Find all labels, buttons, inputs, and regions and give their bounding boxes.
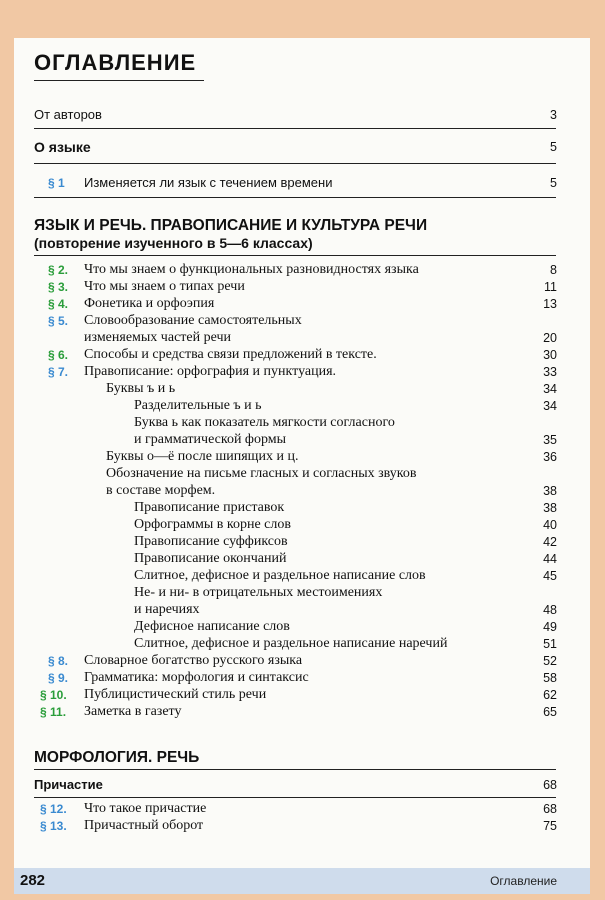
toc-row[interactable] — [0, 568, 605, 586]
toc-row[interactable] — [0, 551, 605, 569]
toc-label: Буквы ъ и ь — [106, 381, 176, 396]
toc-label: Слитное, дефисное и раздельное написание слов — [134, 568, 426, 583]
toc-row[interactable] — [0, 585, 605, 603]
toc-page: 38 — [543, 484, 557, 498]
toc-label: Причастный оборот — [84, 818, 204, 833]
toc-page: 38 — [543, 501, 557, 515]
toc-label: От авторов — [34, 107, 102, 122]
paragraph-number: § 8. — [48, 654, 69, 668]
toc-label: Правописание суффиксов — [134, 534, 288, 549]
toc-label: в составе морфем. — [106, 483, 216, 498]
divider — [34, 769, 556, 770]
toc-row-intro[interactable] — [0, 107, 605, 125]
toc-page: 5 — [550, 140, 557, 154]
toc-label: Правописание приставок — [134, 500, 285, 515]
toc-page: 40 — [543, 518, 557, 532]
paragraph-number: § 13. — [40, 819, 67, 833]
toc-row[interactable] — [0, 653, 605, 671]
paragraph-number: § 4. — [48, 297, 69, 311]
paragraph-number: § 1 — [48, 176, 65, 190]
paragraph-number: § 12. — [40, 802, 67, 816]
toc-row[interactable] — [0, 415, 605, 433]
paragraph-number: § 5. — [48, 314, 69, 328]
toc-page: 58 — [543, 671, 557, 685]
toc-row[interactable] — [0, 466, 605, 484]
toc-row[interactable] — [0, 262, 605, 280]
toc-row-participle[interactable] — [0, 777, 605, 795]
divider — [34, 163, 556, 164]
toc-page: 45 — [543, 569, 557, 583]
toc-label: Буквы о—ё после шипящих и ц. — [106, 449, 299, 464]
toc-row[interactable] — [0, 279, 605, 297]
toc-label: Что мы знаем о функциональных разновидностях языка — [84, 262, 419, 277]
toc-label: Причастие — [34, 777, 103, 792]
toc-row[interactable] — [0, 517, 605, 535]
toc-page: 8 — [550, 263, 557, 277]
page-title: ОГЛАВЛЕНИЕ — [34, 50, 197, 75]
toc-label: Правописание: орфография и пунктуация. — [84, 364, 337, 379]
toc-row[interactable] — [0, 704, 605, 722]
paragraph-number: § 6. — [48, 348, 69, 362]
toc-page: 42 — [543, 535, 557, 549]
toc-page: 34 — [543, 382, 557, 396]
toc-row[interactable] — [0, 534, 605, 552]
toc-page: 44 — [543, 552, 557, 566]
divider — [34, 255, 556, 256]
toc-label: Не- и ни- в отрицательных местоимениях — [134, 585, 383, 600]
toc-label: Публицистический стиль речи — [84, 687, 267, 702]
toc-label: Словообразование самостоятельных — [84, 313, 302, 328]
toc-row[interactable] — [0, 818, 605, 836]
toc-label: изменяемых частей речи — [84, 330, 231, 345]
toc-row[interactable] — [0, 602, 605, 620]
divider — [34, 797, 556, 798]
toc-label: Заметка в газету — [84, 704, 182, 719]
toc-row[interactable] — [0, 670, 605, 688]
section-heading: МОРФОЛОГИЯ. РЕЧЬ — [34, 749, 200, 766]
toc-row[interactable] — [0, 801, 605, 819]
toc-label: Орфограммы в корне слов — [134, 517, 291, 532]
toc-page: 75 — [543, 819, 557, 833]
paragraph-number: § 7. — [48, 365, 69, 379]
toc-label: Что мы знаем о типах речи — [84, 279, 245, 294]
toc-label: Правописание окончаний — [134, 551, 287, 566]
toc-page: 51 — [543, 637, 557, 651]
toc-label: и наречиях — [134, 602, 200, 617]
toc-label: Словарное богатство русского языка — [84, 653, 303, 668]
paragraph-number: § 10. — [40, 688, 67, 702]
toc-row[interactable] — [0, 449, 605, 467]
toc-label: Фонетика и орфоэпия — [84, 296, 215, 311]
toc-page: 30 — [543, 348, 557, 362]
toc-page: 62 — [543, 688, 557, 702]
section-subheading: (повторение изученного в 5—6 классах) — [34, 235, 313, 251]
toc-page: 13 — [543, 297, 557, 311]
toc-page: 33 — [543, 365, 557, 379]
section-heading: ЯЗЫК И РЕЧЬ. ПРАВОПИСАНИЕ И КУЛЬТУРА РЕЧИ — [34, 217, 428, 234]
toc-page: 3 — [550, 108, 557, 122]
toc-label: Разделительные ъ и ь — [134, 398, 262, 413]
toc-label: Дефисное написание слов — [134, 619, 290, 634]
toc-row[interactable] — [0, 500, 605, 518]
title-underline — [34, 80, 204, 81]
toc-page: 68 — [543, 802, 557, 816]
paragraph-number: § 3. — [48, 280, 69, 294]
toc-label: Способы и средства связи предложений в тексте. — [84, 347, 377, 362]
toc-label: Слитное, дефисное и раздельное написание наречий — [134, 636, 448, 651]
toc-page: 34 — [543, 399, 557, 413]
toc-row[interactable] — [0, 330, 605, 348]
toc-label: О языке — [34, 139, 91, 155]
toc-page: 52 — [543, 654, 557, 668]
toc-label: Изменяется ли язык с течением времени — [84, 175, 333, 190]
toc-label: Грамматика: морфология и синтаксис — [84, 670, 309, 685]
toc-label: Что такое причастие — [84, 801, 207, 816]
toc-page: 36 — [543, 450, 557, 464]
toc-row[interactable] — [0, 687, 605, 705]
toc-row[interactable] — [0, 619, 605, 637]
toc-page: 11 — [544, 280, 557, 294]
toc-row[interactable] — [0, 313, 605, 331]
toc-row[interactable] — [0, 398, 605, 416]
toc-page: 68 — [543, 778, 557, 792]
toc-row[interactable] — [0, 364, 605, 382]
toc-row[interactable] — [0, 296, 605, 314]
toc-label: и грамматической формы — [134, 432, 287, 447]
toc-page: 65 — [543, 705, 557, 719]
page-number: 282 — [20, 872, 46, 889]
paragraph-number: § 2. — [48, 263, 69, 277]
toc-row[interactable] — [0, 381, 605, 399]
divider — [34, 128, 556, 129]
toc-row-about-language[interactable] — [0, 139, 605, 157]
paragraph-number: § 11. — [40, 705, 67, 719]
toc-label: Обозначение на письме гласных и согласных звуков — [106, 466, 417, 481]
toc-row[interactable] — [0, 347, 605, 365]
toc-page: 5 — [550, 176, 557, 190]
toc-page: 20 — [543, 331, 557, 345]
toc-row-paragraph-1[interactable] — [0, 175, 605, 193]
toc-label: Буква ь как показатель мягкости согласного — [134, 415, 395, 430]
toc-row[interactable] — [0, 432, 605, 450]
toc-row[interactable] — [0, 636, 605, 654]
divider — [34, 197, 556, 198]
toc-page: 48 — [543, 603, 557, 617]
toc-page: 49 — [543, 620, 557, 634]
running-footer: Оглавление — [490, 874, 557, 888]
toc-page: 35 — [543, 433, 557, 447]
paragraph-number: § 9. — [48, 671, 69, 685]
toc-row[interactable] — [0, 483, 605, 501]
